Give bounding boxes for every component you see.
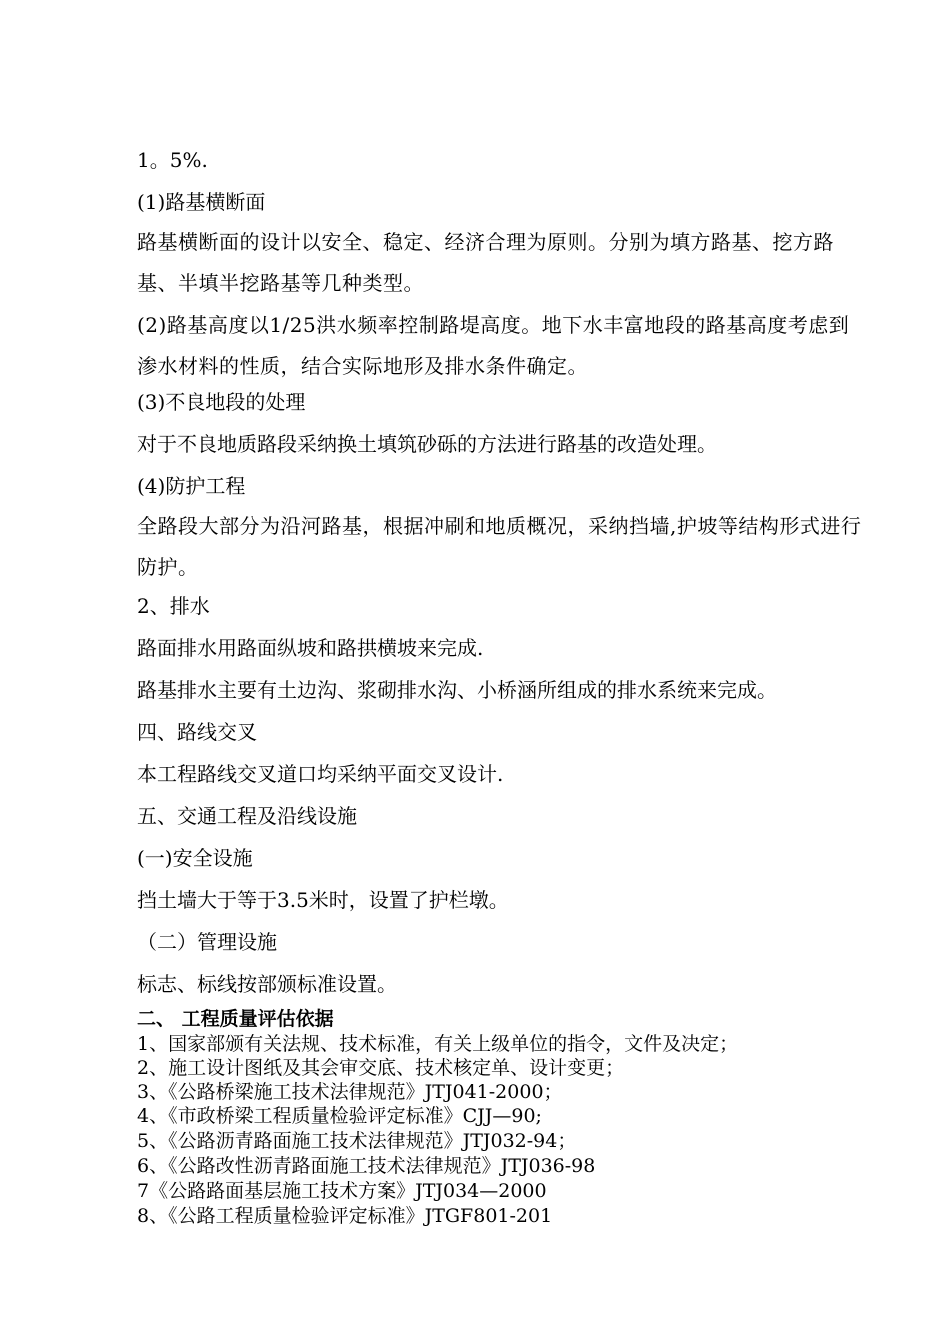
basis-item: 6、《公路改性沥青路面施工技术法律规范》JTJ036-98 — [137, 1155, 596, 1177]
basis-item: 2、施工设计图纸及其会审交底、技术核定单、设计变更； — [137, 1057, 625, 1079]
section-heading: 四、路线交叉 — [137, 720, 257, 744]
paragraph: 挡土墙大于等于3.5米时，设置了护栏墩。 — [137, 888, 509, 912]
section-heading: 五、交通工程及沿线设施 — [137, 804, 357, 828]
section-heading: （二）管理设施 — [137, 930, 277, 954]
paragraph: 本工程路线交叉道口均采纳平面交叉设计. — [137, 762, 504, 786]
paragraph: 路基排水主要有土边沟、浆砌排水沟、小桥涵所组成的排水系统来完成。 — [137, 678, 777, 702]
basis-item: 8、《公路工程质量检验评定标准》JTGF801-201 — [137, 1205, 553, 1227]
basis-item: 1、国家部颁有关法规、技术标准，有关上级单位的指令，文件及决定； — [137, 1033, 739, 1055]
basis-item: 7《公路路面基层施工技术方案》JTJ034—2000 — [137, 1180, 547, 1202]
paragraph: 路基横断面的设计以安全、稳定、经济合理为原则。分别为填方路基、挖方路基、半填半挖路基等几种类型。 — [137, 230, 834, 295]
section-heading: (1)路基横断面 — [137, 190, 266, 214]
paragraph: (2)路基高度以1/25洪水频率控制路堤高度。地下水丰富地段的路基高度考虑到渗水材料的性质，结合实际地形及排水条件确定。 — [137, 313, 850, 378]
paragraph: 对于不良地质路段采纳换土填筑砂砾的方法进行路基的改造处理。 — [137, 432, 717, 456]
section-heading: 2、排水 — [137, 594, 210, 618]
section-heading: (4)防护工程 — [137, 474, 246, 498]
paragraph: 全路段大部分为沿河路基，根据冲刷和地质概况，采纳挡墙,护坡等结构形式进行防护。 — [137, 514, 862, 579]
paragraph: 标志、标线按部颁标准设置。 — [137, 972, 397, 996]
basis-item: 5、《公路沥青路面施工技术法律规范》JTJ032-94； — [137, 1130, 577, 1152]
basis-heading: 二、 工程质量评估依据 — [137, 1008, 334, 1030]
basis-item: 4、《市政桥梁工程质量检验评定标准》CJJ—90; — [137, 1105, 542, 1127]
text-line: 1。5%. — [137, 148, 208, 172]
section-heading: (3)不良地段的处理 — [137, 390, 306, 414]
section-heading: (一)安全设施 — [137, 846, 253, 870]
basis-item: 3、《公路桥梁施工技术法律规范》JTJ041-2000； — [137, 1081, 563, 1103]
paragraph: 路面排水用路面纵坡和路拱横坡来完成. — [137, 636, 484, 660]
